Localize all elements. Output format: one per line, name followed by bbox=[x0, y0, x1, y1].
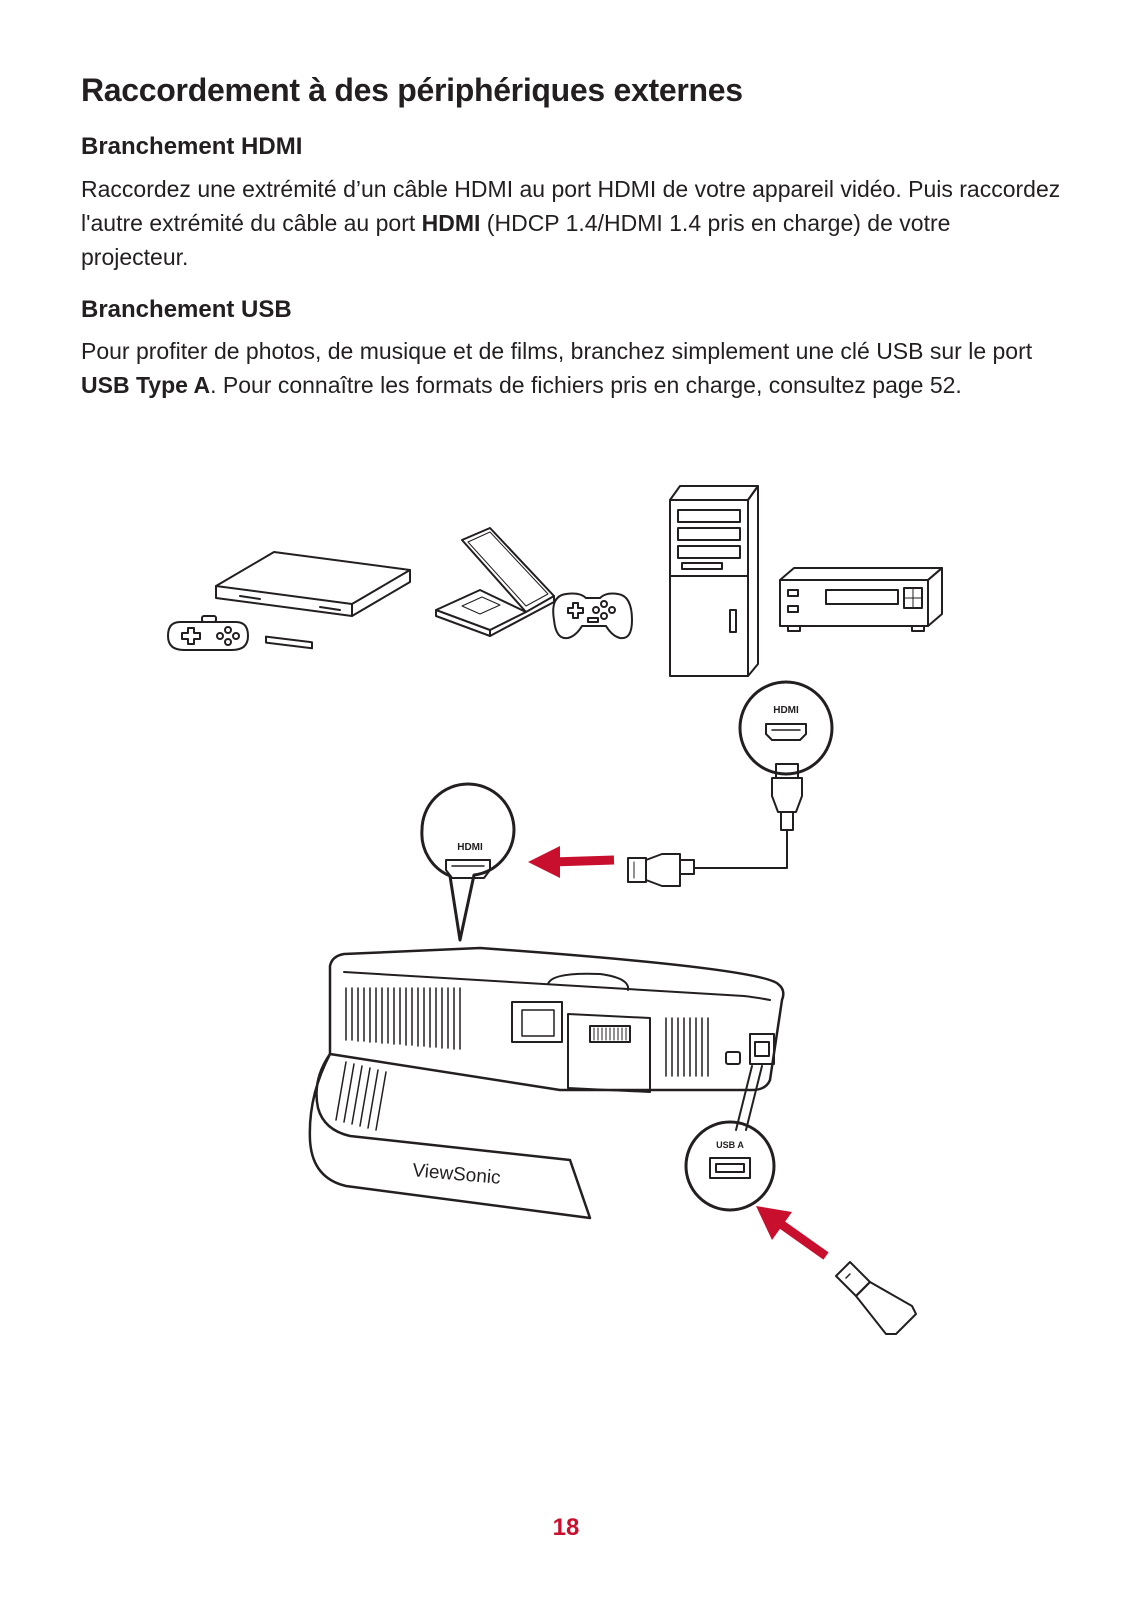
hdmi-projector-callout bbox=[422, 784, 514, 940]
usb-port-bold: USB Type A bbox=[81, 372, 211, 398]
hdmi-cable-vertical bbox=[694, 764, 802, 868]
hdmi-arrow bbox=[528, 846, 614, 878]
usb-a-callout bbox=[686, 1122, 774, 1210]
hdmi-port-bold: HDMI bbox=[421, 210, 481, 236]
hdmi-projector-label: HDMI bbox=[457, 842, 483, 853]
hdmi-cable-horizontal bbox=[628, 854, 694, 886]
media-player-icon bbox=[216, 552, 410, 648]
desktop-tower-icon bbox=[670, 486, 758, 676]
usb-a-label: USB A bbox=[716, 1140, 744, 1150]
page-title: Raccordement à des périphériques externes bbox=[81, 72, 743, 108]
hdmi-text-part2: (HDCP 1.4/HDMI 1.4 pris en charge) de votre projecteur. bbox=[81, 210, 951, 270]
game-controller-icon bbox=[168, 616, 248, 650]
usb-arrow bbox=[756, 1206, 826, 1256]
connection-diagram bbox=[0, 470, 1132, 1370]
usb-text-part2: . Pour connaître les formats de fichiers pris en charge, consultez page 52. bbox=[210, 372, 962, 398]
hdmi-source-callout bbox=[740, 682, 832, 774]
hdmi-text-part1: Raccordez une extrémité d’un câble HDMI au port HDMI de votre appareil vidéo. Puis raccordez l'autre extrémité du câble au port bbox=[81, 176, 1061, 236]
usb-flash-drive-icon bbox=[836, 1262, 916, 1334]
usb-text-part1: Pour profiter de photos, de musique et de films, branchez simplement une clé USB sur le port bbox=[81, 338, 1033, 364]
laptop-icon bbox=[436, 528, 554, 636]
hdmi-section-paragraph bbox=[81, 172, 1061, 274]
hdmi-section-heading: Branchement HDMI bbox=[81, 133, 303, 160]
gamepad-icon bbox=[553, 594, 632, 639]
viewsonic-logo: ViewSonic bbox=[411, 1160, 502, 1189]
usb-section-heading: Branchement USB bbox=[81, 296, 292, 323]
hdmi-source-label: HDMI bbox=[773, 705, 799, 716]
usb-section-paragraph bbox=[81, 334, 1061, 402]
page-number: 18 bbox=[552, 1514, 580, 1541]
usb-leader-lines bbox=[736, 1066, 762, 1130]
dvd-player-icon bbox=[780, 568, 942, 631]
